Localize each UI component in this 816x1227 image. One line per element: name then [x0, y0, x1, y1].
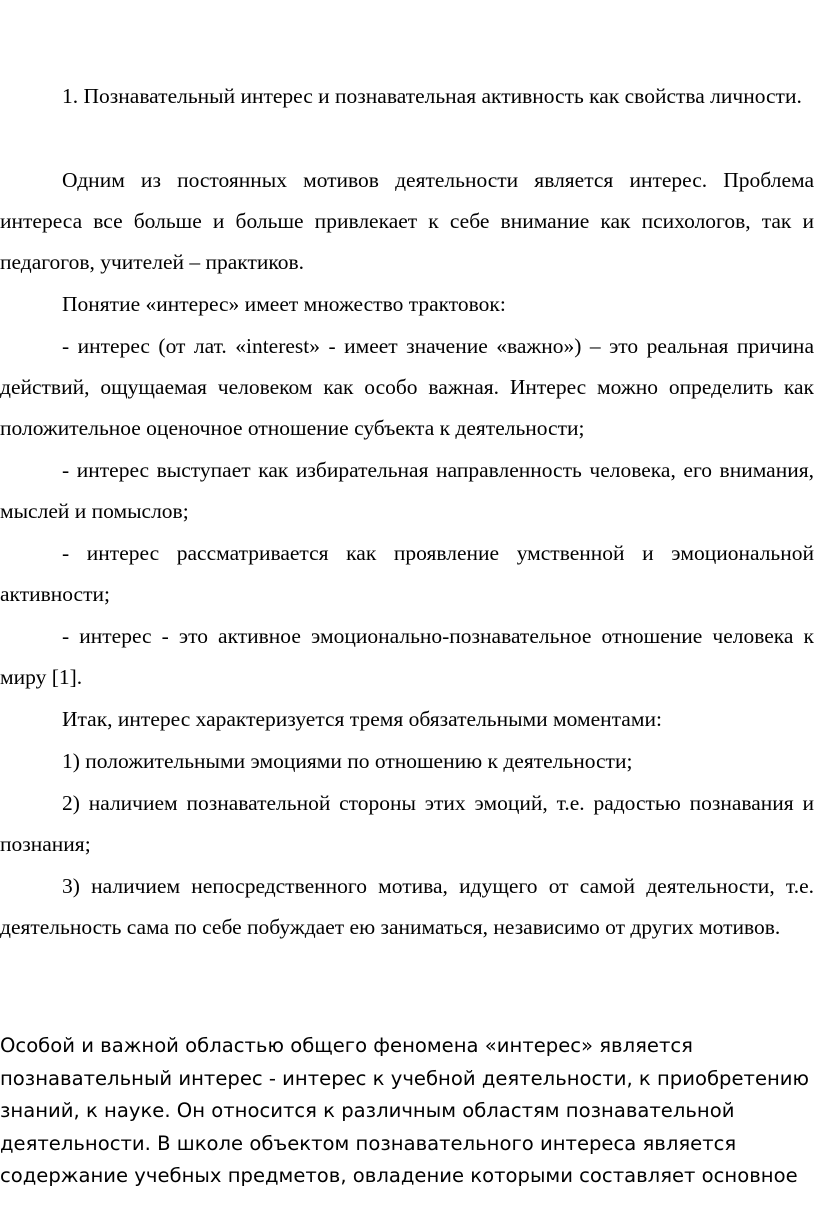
paragraph-definition-1: - интерес (от лат. «interest» - имеет значение «важно») – это реальная причина действий, ощущаемая человеком как особо важная. Интерес можно определить как положительное оценочное отношение субъекта к деятельности; [0, 334, 814, 440]
paragraph-intro: Одним из постоянных мотивов деятельности является интерес. Проблема интереса все больше и больше привлекает к себе внимание как психологов, так и педагогов, учителей – практиков. [0, 168, 814, 274]
paragraph-concept: Понятие «интерес» имеет множество трактовок: [62, 292, 506, 316]
paragraph-moment-1: 1) положительными эмоциями по отношению к деятельности; [62, 749, 633, 773]
paragraph-summary: Итак, интерес характеризуется тремя обязательными моментами: [62, 707, 662, 731]
paragraph-moment-3: 3) наличием непосредственного мотива, идущего от самой деятельности, т.е. деятельность сама по себе побуждает ею заниматься, независимо от других мотивов. [0, 874, 814, 939]
paragraph-definition-4: - интерес - это активное эмоционально-познавательное отношение человека к миру [1]. [0, 624, 814, 689]
paragraph-cognitive-interest: Особой и важной областью общего феномена «интерес» является познавательный интерес - интерес к учебной деятельности, к приобретению знаний, к науке. Он относится к различным областям познавательной деятельности. В школе объектом познавательного интереса является содержание учебных предметов, овладение которыми составляет основное [0, 1034, 810, 1187]
body-text [0, 160, 814, 948]
paragraph-definition-3: - интерес рассматривается как проявление умственной и эмоциональной активности; [0, 541, 814, 606]
paragraph-definition-2: - интерес выступает как избирательная направленность человека, его внимания, мыслей и помыслов; [0, 458, 814, 523]
section-heading: 1. Познавательный интерес и познавательная активность как свойства личности. [62, 84, 802, 108]
paragraph-moment-2: 2) наличием познавательной стороны этих эмоций, т.е. радостью познавания и познания; [0, 791, 814, 856]
